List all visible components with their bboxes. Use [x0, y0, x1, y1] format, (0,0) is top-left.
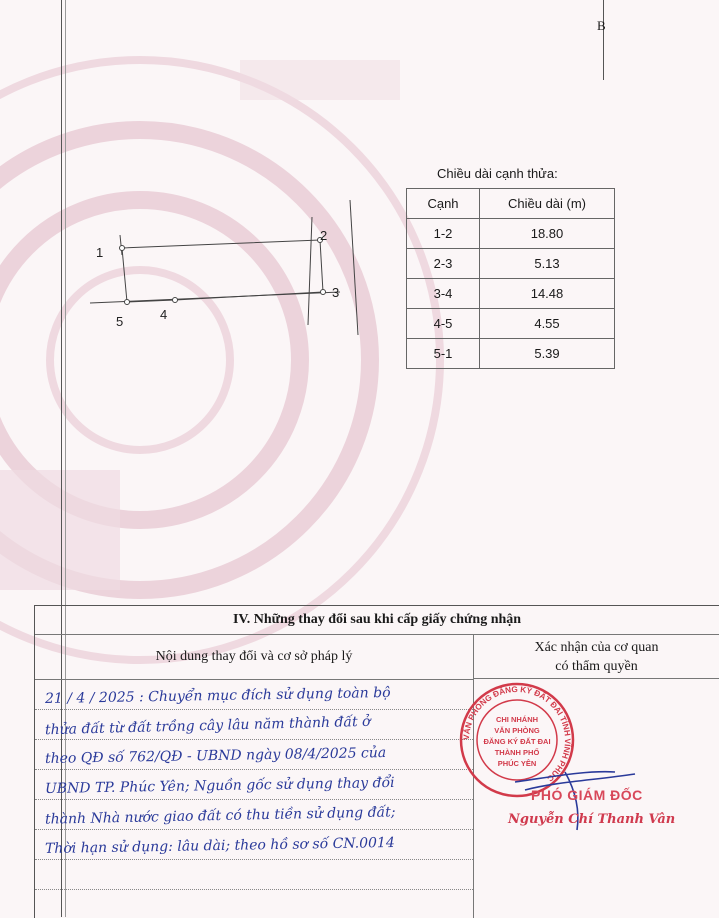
ruled-line [35, 829, 473, 830]
table-row [407, 309, 615, 339]
table-row [407, 339, 615, 369]
top-right-tick [603, 0, 604, 80]
edge-cell: 4-5 [407, 309, 480, 339]
ruled-line [35, 739, 473, 740]
length-cell: 5.39 [480, 339, 615, 369]
table-header-row [407, 189, 615, 219]
stamp-line-5: PHÚC YÊN [497, 759, 537, 768]
handwritten-line: theo QĐ số 762/QĐ - UBND ngày 08/4/2025 của [44, 745, 387, 767]
handwritten-line: 21 / 4 / 2025 : Chuyển mục đích sử dụng toàn bộ [44, 684, 391, 708]
stamp-line-2: VĂN PHÒNG [494, 726, 540, 735]
stamp-line-3: ĐĂNG KÝ ĐẤT ĐAI [483, 737, 551, 746]
edge-cell: 1-2 [407, 219, 480, 249]
table-row [407, 219, 615, 249]
length-cell: 4.55 [480, 309, 615, 339]
handwritten-line: thửa đất từ đất trồng cây lâu năm thành đất ở [44, 713, 371, 739]
ruled-line [35, 709, 473, 710]
confirm-header-line-1: Xác nhận của cơ quan [534, 640, 659, 655]
length-cell: 18.80 [480, 219, 615, 249]
stamp-ring-text-path: VĂN PHÒNG ĐĂNG KÝ ĐẤT ĐAI TỈNH VĨNH PHÚC [461, 684, 573, 784]
section-title: IV. Những thay đổi sau khi cấp giấy chứng nhận [35, 606, 719, 635]
point-label-1: 1 [96, 245, 104, 260]
ruled-line [35, 769, 473, 770]
point-label-5: 5 [116, 314, 124, 329]
stamp-line-4: THÀNH PHỐ [494, 748, 540, 757]
table-row [407, 279, 615, 309]
confirm-column-header [474, 635, 719, 679]
handwritten-line: Thời hạn sử dụng: lâu dài; theo hồ sơ số CN.0014 [44, 834, 395, 858]
content-column-header: Nội dung thay đổi và cơ sở pháp lý [35, 635, 473, 680]
edge-length-table [406, 188, 615, 369]
edge-table-title: Chiều dài cạnh thửa: [437, 166, 558, 181]
stamp-line-1: CHI NHÁNH [495, 715, 539, 724]
point-label-4: 4 [160, 307, 168, 322]
signer-name: Nguyễn Chí Thanh Vân [508, 812, 676, 827]
handwritten-line: UBND TP. Phúc Yên; Nguồn gốc sử dụng thay đổi [44, 774, 395, 798]
length-cell: 5.13 [480, 249, 615, 279]
corner-mark: B [597, 18, 606, 33]
edge-cell: 3-4 [407, 279, 480, 309]
confirm-header-line-2: có thẩm quyền [555, 659, 638, 674]
point-label-3: 3 [332, 285, 340, 300]
header-length: Chiều dài (m) [480, 189, 615, 219]
parcel-boundary [122, 240, 323, 302]
plot-sketch [80, 195, 380, 345]
length-cell: 14.48 [480, 279, 615, 309]
edge-cell: 5-1 [407, 339, 480, 369]
ruled-line [35, 859, 473, 860]
ruled-line [35, 889, 473, 890]
signer-title: PHÓ GIÁM ĐỐC [531, 787, 643, 803]
ruled-line [35, 799, 473, 800]
edge-cell: 2-3 [407, 249, 480, 279]
handwritten-line: thành Nhà nước giao đất có thu tiền sử dụng đất; [44, 804, 396, 828]
header-edge: Cạnh [407, 189, 480, 219]
table-row [407, 249, 615, 279]
point-label-2: 2 [320, 228, 328, 243]
